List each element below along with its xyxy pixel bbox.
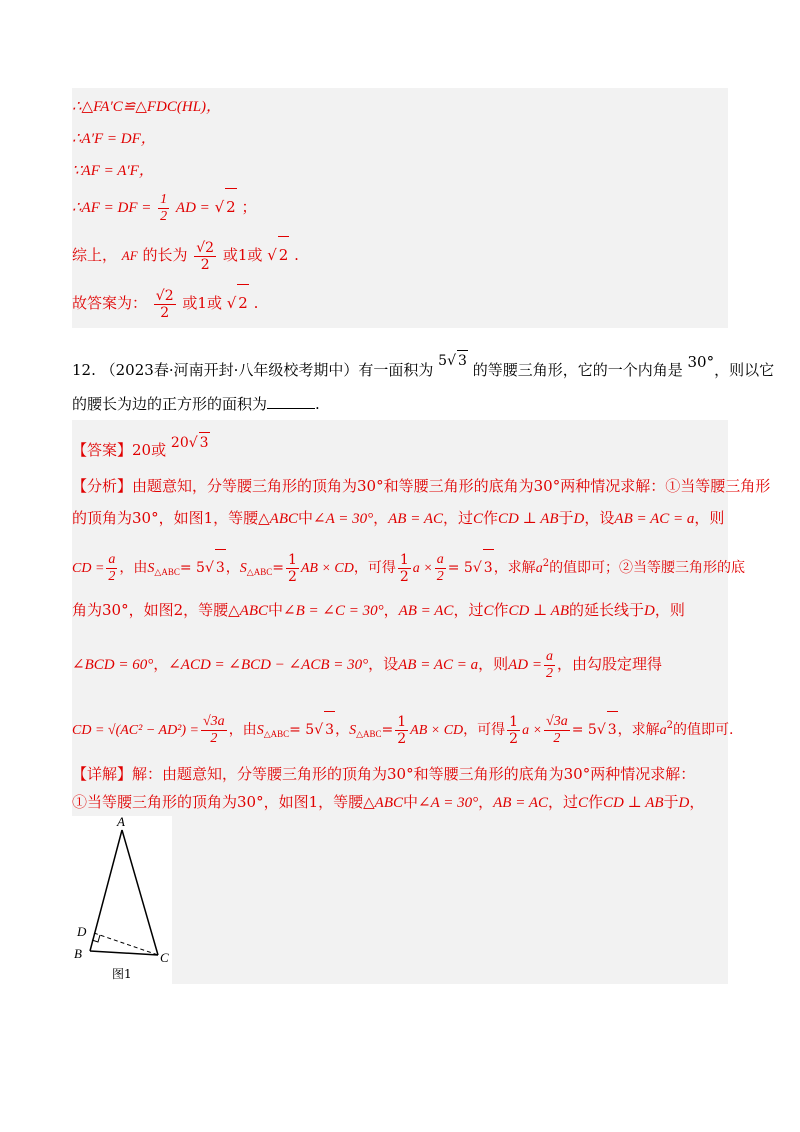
question-line-2: 的腰长为边的正方形的面积为 . bbox=[72, 395, 320, 413]
triangle-diagram bbox=[72, 816, 172, 984]
answer-summary-line: 故答案为： $\frac{√2}{2}$ 或1或 √ 2 . bbox=[72, 284, 258, 321]
prev-line-1: ∴△FA′C≌△FDC(HL)， bbox=[72, 99, 222, 115]
answer-line: 【答案】20或 20√ 3 bbox=[72, 432, 210, 460]
analysis-line-2: 的顶角为30°，如图1，等腰△ABC中∠A = 30°，AB = AC，过C作CD ⊥ AB于D，设AB = AC = a，则 bbox=[72, 509, 725, 527]
figure-1 bbox=[72, 816, 172, 984]
answer-blank bbox=[267, 394, 315, 409]
detail-line-2: ①当等腰三角形的顶角为30°，如图1，等腰△ABC中∠A = 30°，AB = AC，过C作CD ⊥ AB于D， bbox=[72, 793, 705, 811]
previous-solution-block bbox=[72, 88, 728, 328]
analysis-line-4: 角为30°，如图2，等腰△ABC中∠B = ∠C = 30°，AB = AC，过C作CD ⊥ AB的延长线于D，则 bbox=[72, 601, 685, 619]
prev-line-3: ∵AF = A′F， bbox=[72, 163, 154, 179]
analysis-line-3: CD = $\frac{a}{2}$ ，由$S_{\triangle ABC}= 5√$ 3，$S_{\triangle ABC}=$ $\frac{1}{2}$ AB × CD，可得 $\frac{1}{2}$ a × $\frac{a}{2}$ = 5√ 3，求解$a^2$的值即可；②当等腰三角形的底 bbox=[72, 546, 745, 590]
figure-caption: 图1 bbox=[112, 967, 132, 981]
vertex-label-B: B bbox=[74, 946, 82, 961]
summary-line: 综上， AF 的长为 $\frac{√2}{2}$ 或1或 √ 2 . bbox=[72, 236, 299, 274]
analysis-line-1: 【分析】由题意知，分等腰三角形的顶角为30°和等腰三角形的底角为30°两种情况求解：①当等腰三角形 bbox=[72, 477, 771, 495]
vertex-label-D: D bbox=[77, 924, 87, 939]
analysis-line-5: ∠BCD = 60°，∠ACD = ∠BCD − ∠ACB = 30°，设AB = AC = a，则AD = $\frac{a}{2}$ ，由勾股定理得 bbox=[72, 648, 663, 681]
prev-line-4: ∴AF = DF = $\frac{1}{2}$ AD = √ 2 ； bbox=[72, 188, 256, 226]
solution-block bbox=[72, 420, 771, 984]
detail-line-1: 【详解】解：由题意知，分等腰三角形的顶角为30°和等腰三角形的底角为30°两种情况求解： bbox=[72, 765, 696, 783]
question-line-1: 12. （2023春·河南开封·八年级校考期中）有一面积为 5√ 3 的等腰三角形，它的一个内角是 30°，则以它 bbox=[72, 350, 774, 380]
vertex-label-A: A bbox=[117, 816, 125, 829]
question-12 bbox=[72, 336, 775, 416]
vertex-label-C: C bbox=[160, 950, 169, 965]
prev-line-2: ∴A′F = DF， bbox=[72, 131, 156, 147]
side-AC bbox=[122, 830, 158, 955]
analysis-line-6: CD = √(AC² − AD²) = $\frac{√3a}{2}$ ，由$S_{\triangle ABC}= 5√$ 3，$S_{\triangle ABC}=$ $\frac{1}{2}$ AB × CD，可得 $\frac{1}{2}$ a × $\frac{√3a}{2}$ = 5√ 3，求解$a^2$的值即可. bbox=[72, 708, 733, 752]
